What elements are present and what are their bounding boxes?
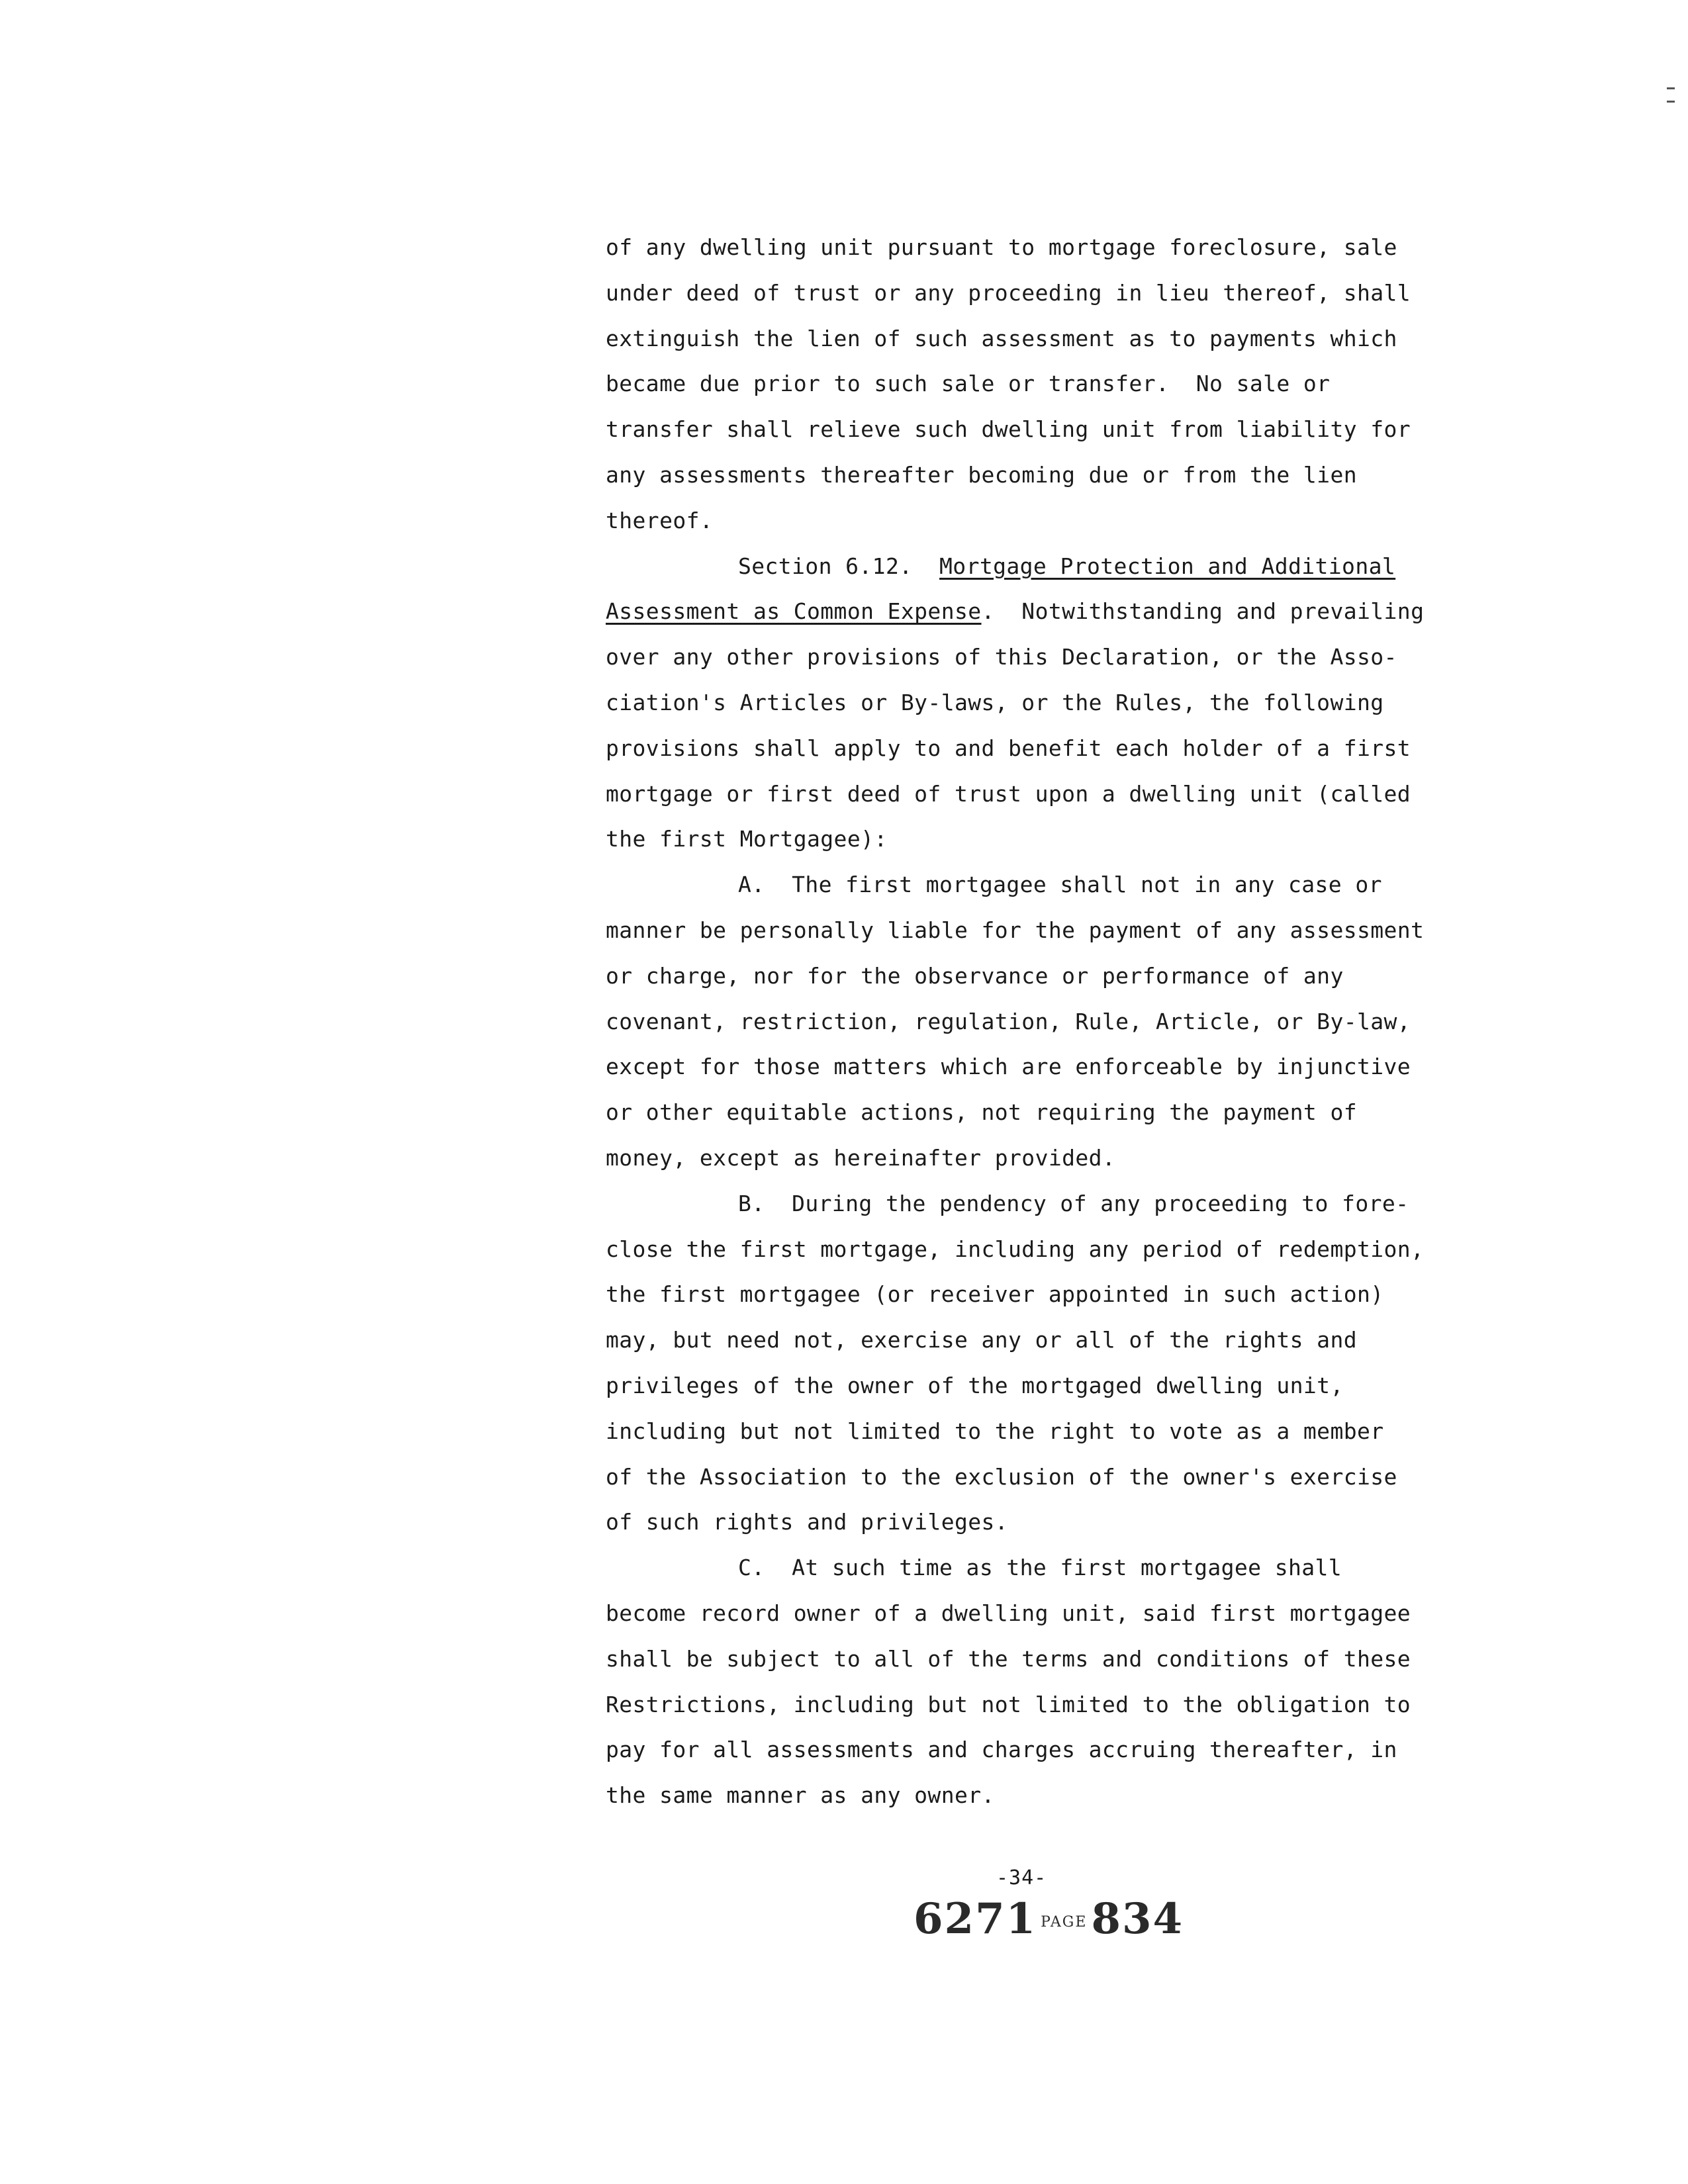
section-title-continued: Assessment as Common Expense <box>606 598 982 625</box>
text-line: privileges of the owner of the mortgaged dwelling unit, <box>606 1372 1344 1398</box>
text-line: covenant, restriction, regulation, Rule, Article, or By-law, <box>606 1008 1411 1034</box>
text-line: may, but need not, exercise any or all of the rights and <box>606 1327 1357 1353</box>
book-number: 6271 <box>914 1894 1037 1944</box>
book-stamp-mid: PAGE <box>1041 1914 1088 1931</box>
edge-mark <box>1667 101 1675 103</box>
text-line: including but not limited to the right to vote as a member <box>606 1418 1384 1444</box>
section-heading-line <box>606 544 1453 590</box>
section-title: Mortgage Protection and Additional <box>939 553 1396 579</box>
item-c-heading: C. At such time as the first mortgagee shall <box>738 1555 1342 1581</box>
text-line: under deed of trust or any proceeding in lieu thereof, shall <box>606 279 1411 306</box>
text-line: extinguish the lien of such assessment as to payments which <box>606 325 1397 351</box>
text-line: except for those matters which are enforceable by injunctive <box>606 1054 1411 1080</box>
text-line: thereof. <box>606 507 714 533</box>
text-line: the same manner as any owner. <box>606 1782 995 1809</box>
text-line: money, except as hereinafter provided. <box>606 1144 1116 1171</box>
text-line: ciation's Articles or By-laws, or the Rules, the following <box>606 689 1384 715</box>
text-line: close the first mortgage, including any period of redemption, <box>606 1236 1425 1262</box>
edge-mark <box>1667 87 1675 89</box>
text-line: became due prior to such sale or transfer. No sale or <box>606 371 1331 397</box>
text-line: of the Association to the exclusion of the owner's exercise <box>606 1463 1397 1490</box>
text-line: become record owner of a dwelling unit, said first mortgagee <box>606 1600 1411 1626</box>
text-line: shall be subject to all of the terms and conditions of these <box>606 1645 1411 1672</box>
text-line: provisions shall apply to and benefit each holder of a first <box>606 735 1411 761</box>
text-line: the first Mortgagee): <box>606 826 888 852</box>
text-line: manner be personally liable for the payment of any assessment <box>606 917 1425 943</box>
item-b-heading: B. During the pendency of any proceeding to fore- <box>738 1190 1409 1216</box>
book-page-number: 834 <box>1091 1894 1184 1944</box>
text-line: any assessments thereafter becoming due or from the lien <box>606 461 1357 488</box>
document-body <box>606 225 1453 1819</box>
text-line: over any other provisions of this Declaration, or the Asso- <box>606 644 1397 670</box>
text-fragment: . Notwithstanding and prevailing <box>981 598 1425 625</box>
text-line: pay for all assessments and charges accruing thereafter, in <box>606 1737 1397 1763</box>
page-number: -34- <box>996 1866 1047 1889</box>
book-page-stamp <box>914 1894 1184 1944</box>
text-line: the first mortgagee (or receiver appointed in such action) <box>606 1281 1384 1308</box>
text-line: transfer shall relieve such dwelling unit from liability for <box>606 416 1411 443</box>
section-heading-line-2 <box>606 589 1453 635</box>
text-line: or charge, nor for the observance or performance of any <box>606 962 1344 989</box>
text-line: of any dwelling unit pursuant to mortgage foreclosure, sale <box>606 234 1397 260</box>
section-label: Section 6.12. <box>738 553 913 579</box>
text-line: Restrictions, including but not limited to the obligation to <box>606 1691 1411 1717</box>
text-line: of such rights and privileges. <box>606 1509 1009 1535</box>
text-line: mortgage or first deed of trust upon a dwelling unit (called <box>606 780 1411 807</box>
item-a-heading: A. The first mortgagee shall not in any case or <box>738 872 1382 898</box>
text-line: or other equitable actions, not requiring the payment of <box>606 1099 1357 1126</box>
